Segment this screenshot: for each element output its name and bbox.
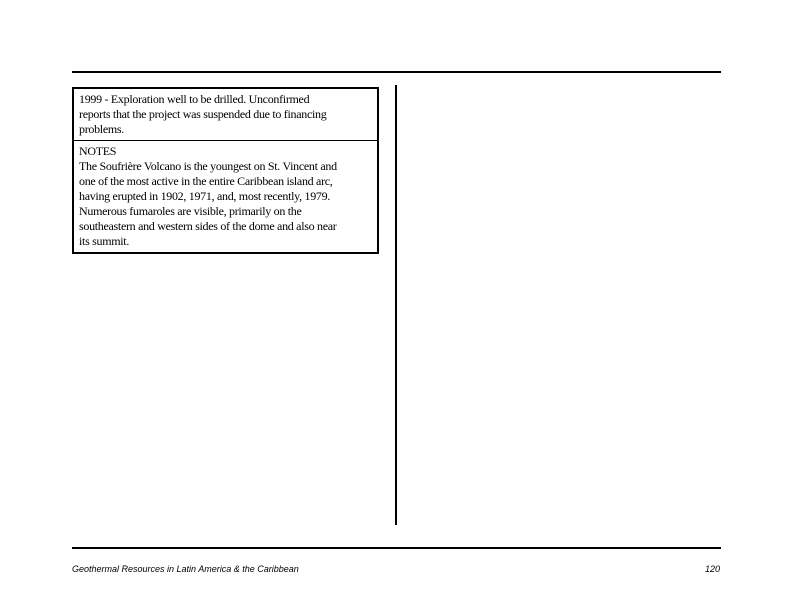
notes-line: its summit. [79,234,130,248]
notes-line: one of the most active in the entire Caribbean island arc, [79,174,333,188]
entry-line: reports that the project was suspended due to financing [79,107,327,121]
header-rule [72,71,721,73]
notes-line: The Soufrière Volcano is the youngest on St. Vincent and [79,159,337,173]
notes-line: having erupted in 1902, 1971, and, most recently, 1979. [79,189,331,203]
footer-rule [72,547,721,549]
column-divider [395,85,397,525]
info-table [72,87,379,254]
notes-cell [74,140,377,252]
entry-cell [74,89,377,140]
page-number: 120 [704,564,720,574]
entry-line: problems. [79,122,124,136]
footer-title: Geothermal Resources in Latin America & the Caribbean [72,564,299,574]
notes-line: Numerous fumaroles are visible, primarily on the [79,204,302,218]
entry-line: 1999 - Exploration well to be drilled. Unconfirmed [79,92,310,106]
notes-line: southeastern and western sides of the dome and also near [79,219,337,233]
notes-heading: NOTES [79,144,117,158]
